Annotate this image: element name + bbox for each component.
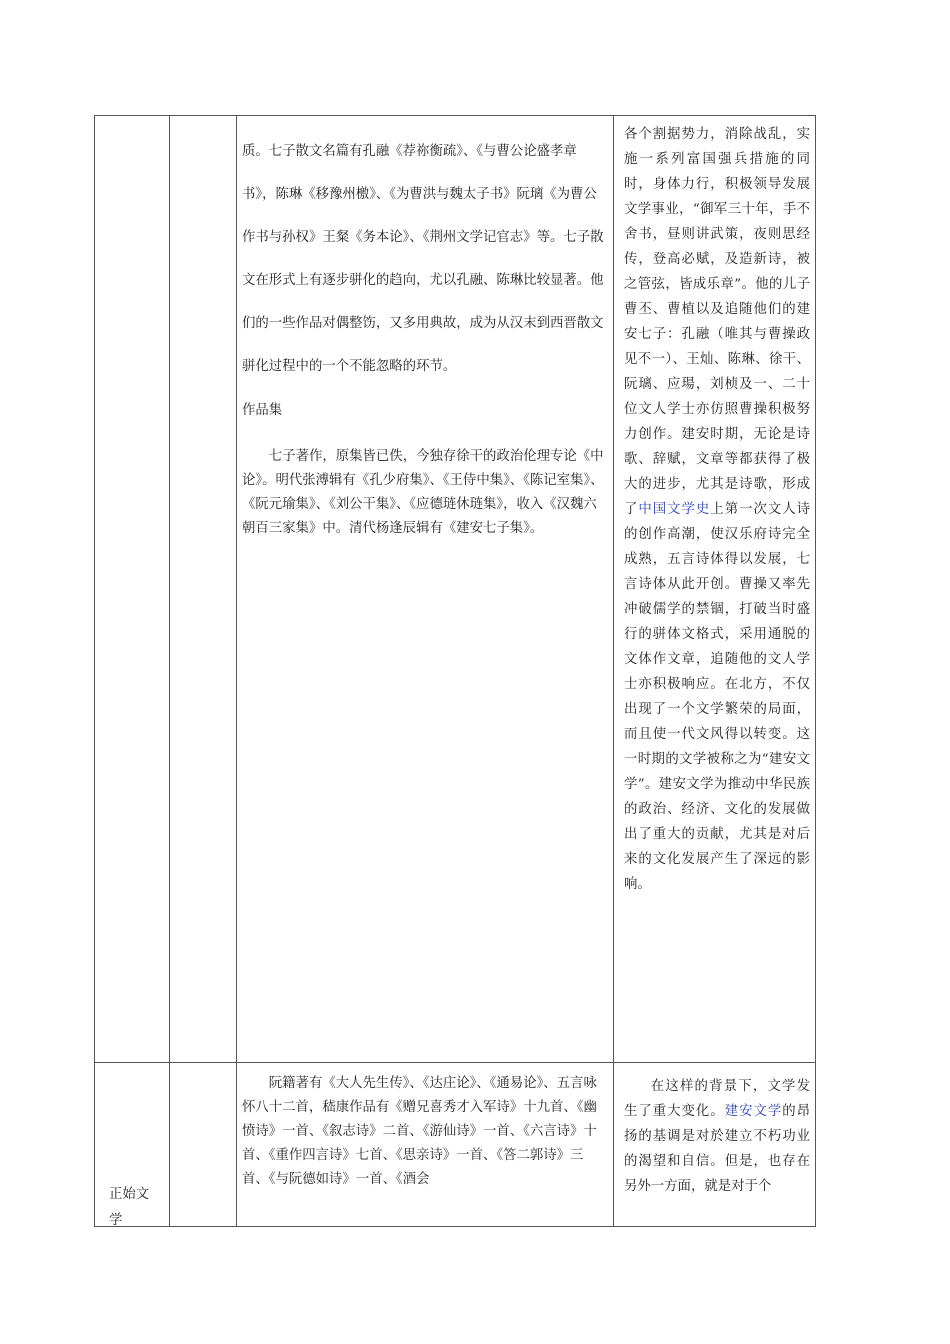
column-divider bbox=[169, 116, 170, 1226]
row2-col4-para bbox=[624, 1074, 810, 1199]
row1-col4-text: 各个割据势力，消除战乱，实施一系列富国强兵措施的同时，身体力行，积极领导发展文学事业，“御军三十年，手不舍书，昼则讲武策，夜则思经传，登高必赋，及造新诗，被之管弦，皆成乐章”。他的儿子曹丕、曹植以及追随他们的建安七子：孔融（唯其与曹操政见不一）、王灿、陈琳、徐干、阮璃、应瑒，刘桢及一、二十位文人学士亦仿照曹操积极努力创作。建安时期，无论是诗歌、辞赋，文章等都获得了极大的进步，尤其是诗歌，形成了 bbox=[624, 127, 810, 517]
row2-col4-text-cont: 的昂扬的基调是对於建立不朽功业的渴望和自信。但是，也存在另外一方面，就是对于个 bbox=[624, 1104, 810, 1194]
section-heading: 作品集 bbox=[242, 403, 283, 418]
chinese-literature-history-link[interactable]: 中国文学史 bbox=[638, 502, 711, 517]
row-divider bbox=[95, 1062, 815, 1063]
row1-col4-cell bbox=[624, 122, 810, 1052]
row1-col3-para1: 质。七子散文名篇有孔融《荐祢衡疏》、《与曹公论盛孝章书》，陈琳《移豫州檄》、《为曹洪与魏太子书》阮璃《为曹公作书与孙权》王粲《务本论》、《荆州文学记官志》等。七子散文在形式上有逐步骈化的趋向，尤以孔融、陈琳比较显著。他们的一些作品对偶整饬，又多用典故，成为从汉末到西晋散文骈化过程中的一个不能忽略的环节。 bbox=[242, 144, 604, 374]
row2-col3-cell bbox=[242, 1072, 608, 1222]
row2-col4-text: 在这样的背景下，文学发生了重大变化。 bbox=[624, 1079, 810, 1119]
row1-col3-para2: 七子著作，原集皆已佚，今独存徐干的政治伦理专论《中论》。明代张溥辑有《孔少府集》、《王侍中集》、《陈记室集》、《阮元瑜集》、《刘公干集》、《应德琏休琏集》，收入《汉魏六朝百三家集》中。清代杨逢辰辑有《建安七子集》。 bbox=[242, 449, 604, 536]
row2-col4-cell bbox=[624, 1074, 810, 1224]
row1-col3-para2-cell bbox=[242, 445, 608, 595]
row1-col4-text-cont: 上第一次文人诗的创作高潮，使汉乐府诗完全成熟，五言诗体得以发展，七言诗体从此开创。曹操又率先冲破儒学的禁锢，打破当时盛行的骈体文格式，采用通脱的文体作文章，追随他的文人学士亦积极响应。在北方，不仅出现了一个文学繁荣的局面，而且使一代文风得以转变。这一时期的文学被称之为“建安文学”。建安文学为推动中华民族的政治、经济、文化的发展做出了重大的贡献，尤其是对后来的文化发展产生了深远的影响。 bbox=[624, 502, 810, 892]
jian-an-literature-link[interactable]: 建安文学 bbox=[724, 1104, 783, 1119]
row1-col3-heading-cell bbox=[242, 399, 608, 429]
column-divider bbox=[236, 116, 237, 1226]
row2-col3-para: 阮籍著有《大人先生传》、《达庄论》、《通易论》、五言咏怀八十二首，嵇康作品有《赠兄喜秀才入军诗》十九首、《幽愤诗》一首、《叙志诗》二首、《游仙诗》一首、《六言诗》十首、《重作四言诗》七首、《思亲诗》一首、《答二郭诗》三首、《与阮德如诗》一首、《酒会 bbox=[242, 1076, 597, 1187]
row2-col1-label: 正始文学 bbox=[109, 1187, 150, 1228]
column-divider bbox=[613, 116, 614, 1226]
content-table bbox=[94, 115, 816, 1227]
row1-col4-para bbox=[624, 122, 810, 897]
